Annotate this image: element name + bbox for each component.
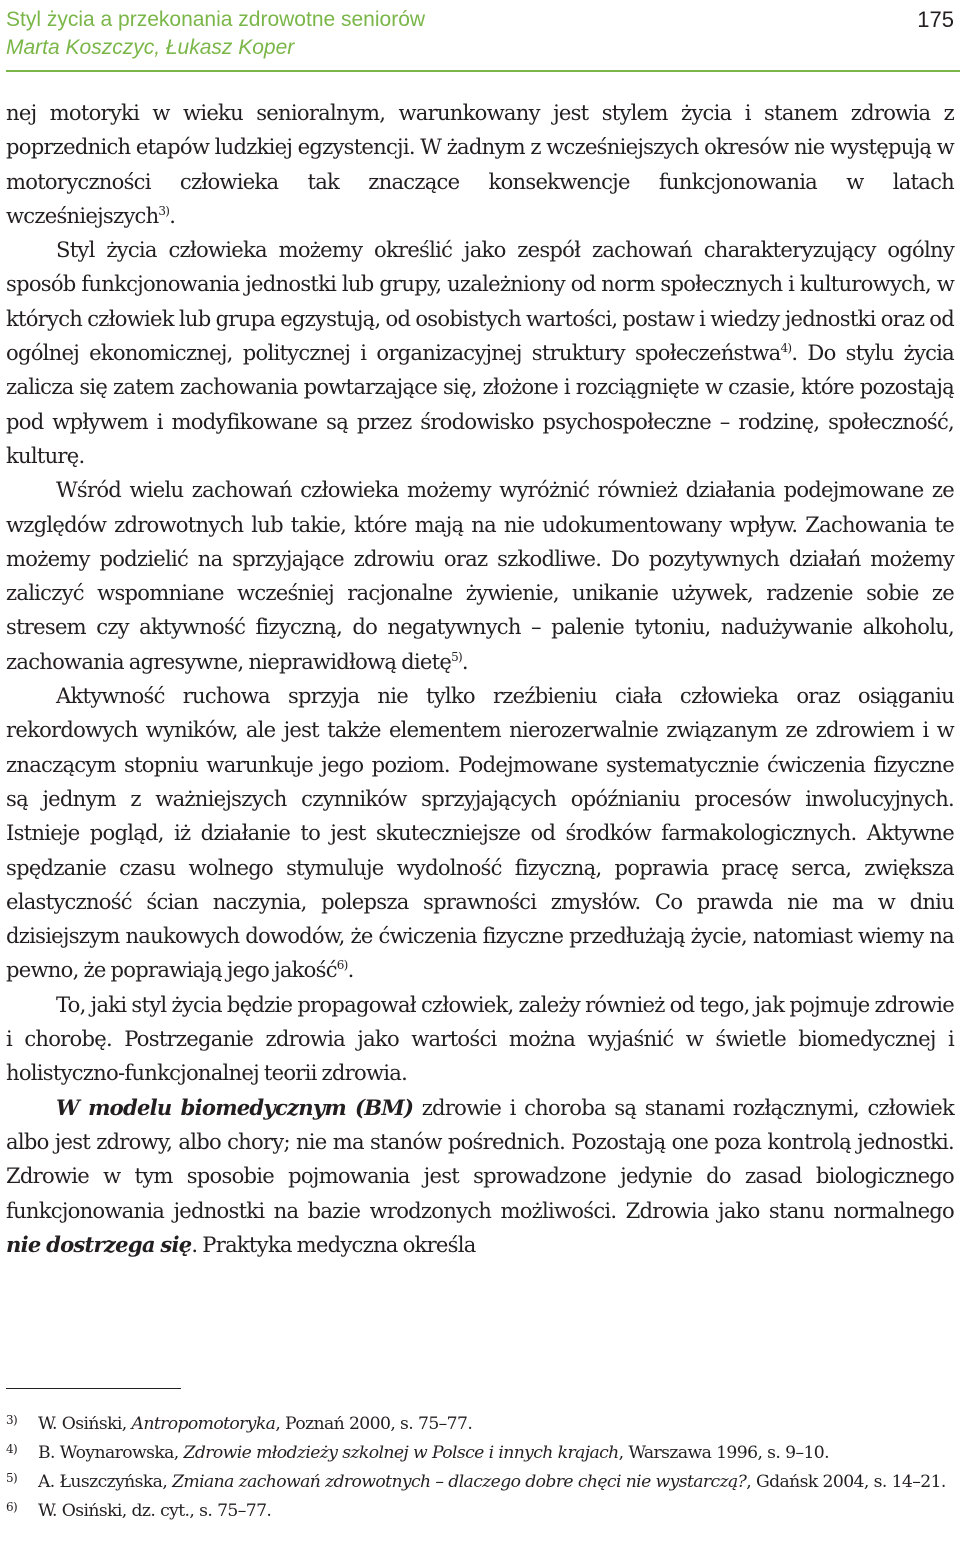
footnote-6: 6) W. Osiński, dz. cyt., s. 75–77. [6, 1497, 954, 1526]
paragraph-3: Wśród wielu zachowań człowieka możemy wyróżnić również działania podejmowane ze względów zdrowotnych lub takie, które mają na nie udokumentowany wpływ. Zachowania te możemy podzielić na sprzyjające zdrowiu oraz szkodliwe. Do pozytywnych działań możemy zaliczyć wspomniane wcześniej racjonalne żywienie, unikanie używek, radzenie sobie ze stresem czy aktywność fizyczną, do negatywnych – palenie tytoniu, nadużywanie alkoholu, zachowania agresywne, nieprawidłową dietę$^{5)}$. [6, 477, 954, 674]
footnote-number: 3) [6, 1413, 18, 1427]
body-text [6, 96, 954, 1262]
page-number: 175 [917, 7, 954, 32]
footnote-ref[interactable]: 5) [451, 649, 462, 664]
paragraph-6: W modelu biomedycznym (BM) zdrowie i choroba są stanami rozłącznymi, człowiek albo jest zdrowy, albo chory; nie ma stanów pośrednich. Pozostają one poza kontrolą jednostki. Zdrowie w tym sposobie pojmowania jest sprowadzone jedynie do zasad biologicznego funkcjonowania jednostki na bazie wrodzonych możliwości. Zdrowia jako stanu normalnego nie dostrzega się. Praktyka medyczna określa [6, 1094, 954, 1257]
footnote-3: 3) W. Osiński, Antropomotoryka, Poznań 2000, s. 75–77. [6, 1410, 954, 1439]
running-header [6, 4, 954, 68]
footnotes [6, 1410, 954, 1526]
header-rule [6, 70, 960, 72]
footnote-ref[interactable]: 3) [158, 203, 170, 218]
emphasis-nie-dostrzega: nie dostrzega się [6, 1231, 192, 1257]
footnote-rule [6, 1388, 181, 1389]
running-authors: Marta Koszczyc, Łukasz Koper [6, 36, 295, 59]
footnote-5: 5) A. Łuszczyńska, Zmiana zachowań zdrowotnych – dlaczego dobre chęci nie wystarczą?, Gdańsk 2004, s. 14–21. [6, 1468, 954, 1497]
footnote-ref[interactable]: 4) [780, 341, 792, 356]
paragraph-5: To, jaki styl życia będzie propagował człowiek, zależy również od tego, jak pojmuje zdrowie i chorobę. Postrzeganie zdrowia jako wartości można wyjaśnić w świetle biomedycznej i holistyczno-funkcjonalnej teorii zdrowia. [6, 991, 954, 1086]
paragraph-4: Aktywność ruchowa sprzyja nie tylko rzeźbieniu ciała człowieka oraz osiąganiu rekordowych wyników, ale jest także elementem nierozerwalnie związanym ze zdrowiem i w znaczącym stopniu warunkuje jego poziom. Podejmowane systematycznie ćwiczenia fizyczne są jednym z ważniejszych czynników sprzyjających opóźnianiu procesów inwolucyjnych. Istnieje pogląd, iż działanie to jest skuteczniejsze od środków farmakologicznych. Aktywne spędzanie czasu wolnego stymuluje wydolność fizyczną, poprawia pracę serca, zwiększa elastyczność ścian naczynia, polepsza sprawności zmysłów. Co prawda nie ma w dniu dzisiejszym naukowych dowodów, że ćwiczenia fizyczne przedłużają życie, natomiast wiemy na pewno, że poprawiają jego jakość$^{6)}$. [6, 683, 954, 983]
footnote-ref[interactable]: 6) [336, 958, 348, 973]
footnote-number: 4) [6, 1442, 18, 1456]
emphasis-bm-model: W modelu biomedycznym (BM) [56, 1094, 414, 1120]
footnote-4: 4) B. Woynarowska, Zdrowie młodzieży szkolnej w Polsce i innych krajach, Warszawa 1996, s. 9–10. [6, 1439, 954, 1468]
paragraph-1: nej motoryki w wieku senioralnym, warunkowany jest stylem życia i stanem zdrowia z poprzednich etapów ludzkiej egzystencji. W żadnym z wcześniejszych okresów nie występują w motoryczności człowieka tak znaczące konsekwencje funkcjonowania w latach wcześniejszych$^{3)}$. [6, 100, 954, 228]
running-title: Styl życia a przekonania zdrowotne seniorów [6, 8, 426, 31]
footnote-number: 6) [6, 1500, 18, 1514]
footnote-number: 5) [6, 1471, 18, 1485]
paragraph-2: Styl życia człowieka możemy określić jako zespół zachowań charakteryzujący ogólny sposób funkcjonowania jednostki lub grupy, uzależniony od norm społecznych i kulturowych, w których człowiek lub grupa egzystują, od osobistych wartości, postaw i wiedzy jednostki oraz od ogólnej ekonomicznej, politycznej i organizacyjnej struktury społeczeństwa$^{4)}$. Do stylu życia zalicza się zatem zachowania powtarzające się, złożone i rozciągnięte w czasie, które pozostają pod wpływem i modyfikowane są przez środowisko psychospołeczne – rodzinę, społeczność, kulturę. [6, 237, 954, 468]
